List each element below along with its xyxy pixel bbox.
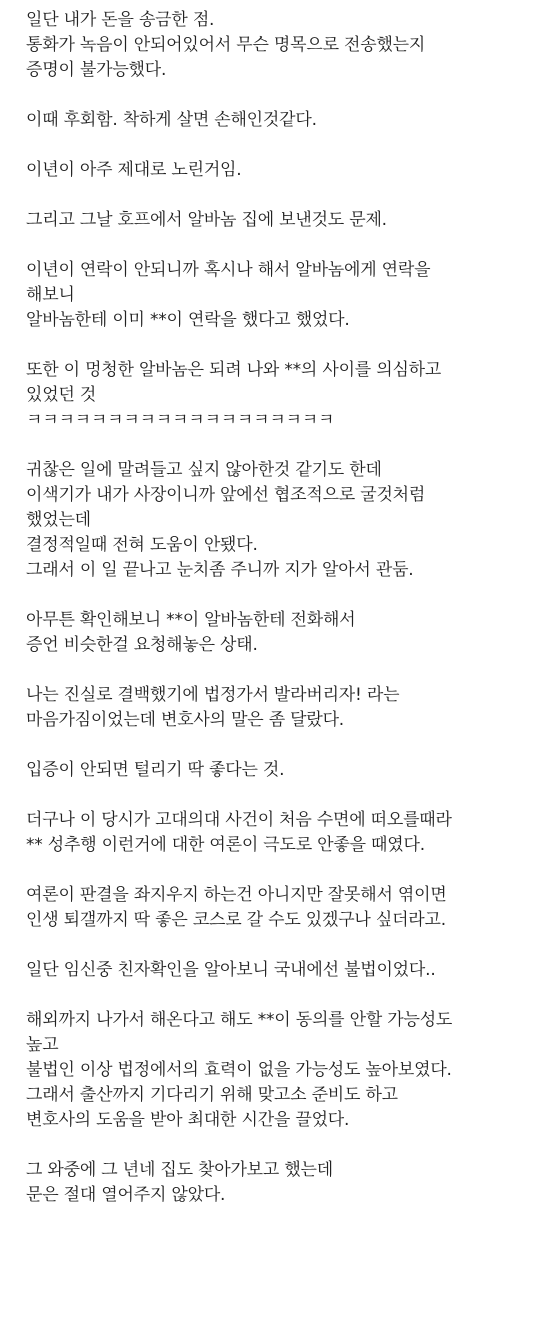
paragraph: 입증이 안되면 털리기 딱 좋다는 것. xyxy=(26,760,285,780)
paragraph: 일단 임신중 친자확인을 알아보니 국내에선 불법이었다.. xyxy=(26,960,436,980)
paragraph: 그리고 그날 호프에서 알바놈 집에 보낸것도 문제. xyxy=(26,210,387,230)
paragraph: 이년이 연락이 안되니까 혹시나 해서 알바놈에게 연락을 해보니 알바놈한테 이미 **이 연락을 했다고 했었다. xyxy=(26,260,431,330)
paragraph: 그 와중에 그 년네 집도 찾아가보고 했는데 문은 절대 열어주지 않았다. xyxy=(26,1160,333,1205)
paragraph: 이년이 아주 제대로 노린거임. xyxy=(26,160,242,180)
paragraph: 또한 이 멍청한 알바놈은 되려 나와 **의 사이를 의심하고 있었던 것 ㅋㅋㅋㅋㅋㅋㅋㅋㅋㅋㅋㅋㅋㅋㅋㅋㅋㅋㅋ xyxy=(26,360,442,430)
paragraph: 해외까지 나가서 해온다고 해도 **이 동의를 안할 가능성도 높고 불법인 이상 법정에서의 효력이 없을 가능성도 높아보였다. 그래서 출산까지 기다리기 위해 맞고소 준비도 하고 변호사의 도움을 받아 최대한 시간을 끌었다. xyxy=(26,1010,453,1130)
paragraph: 일단 내가 돈을 송금한 점. 통화가 녹음이 안되어있어서 무슨 명목으로 전송했는지 증명이 불가능했다. xyxy=(26,10,426,80)
paragraph: 더구나 이 당시가 고대의대 사건이 처음 수면에 떠오를때라 ** 성추행 이런거에 대한 여론이 극도로 안좋을 때였다. xyxy=(26,810,452,855)
paragraph: 귀찮은 일에 말려들고 싶지 않아한것 같기도 한데 이색기가 내가 사장이니까 앞에선 협조적으로 굴것처럼 했었는데 결정적일때 전혀 도움이 안됐다. 그래서 이 일 끝나고 눈치좀 주니까 지가 알아서 관둠. xyxy=(26,460,426,580)
paragraph: 이때 후회함. 착하게 살면 손해인것같다. xyxy=(26,110,317,130)
paragraph: 여론이 판결을 좌지우지 하는건 아니지만 잘못해서 엮이면 인생 퇴갤까지 딱 좋은 코스로 갈 수도 있겠구나 싶더라고. xyxy=(26,885,447,930)
paragraph: 나는 진실로 결백했기에 법정가서 발라버리자! 라는 마음가짐이었는데 변호사의 말은 좀 달랐다. xyxy=(26,685,400,730)
paragraph: 아무튼 확인해보니 **이 알바놈한테 전화해서 증언 비슷한걸 요청해놓은 상태. xyxy=(26,610,356,655)
